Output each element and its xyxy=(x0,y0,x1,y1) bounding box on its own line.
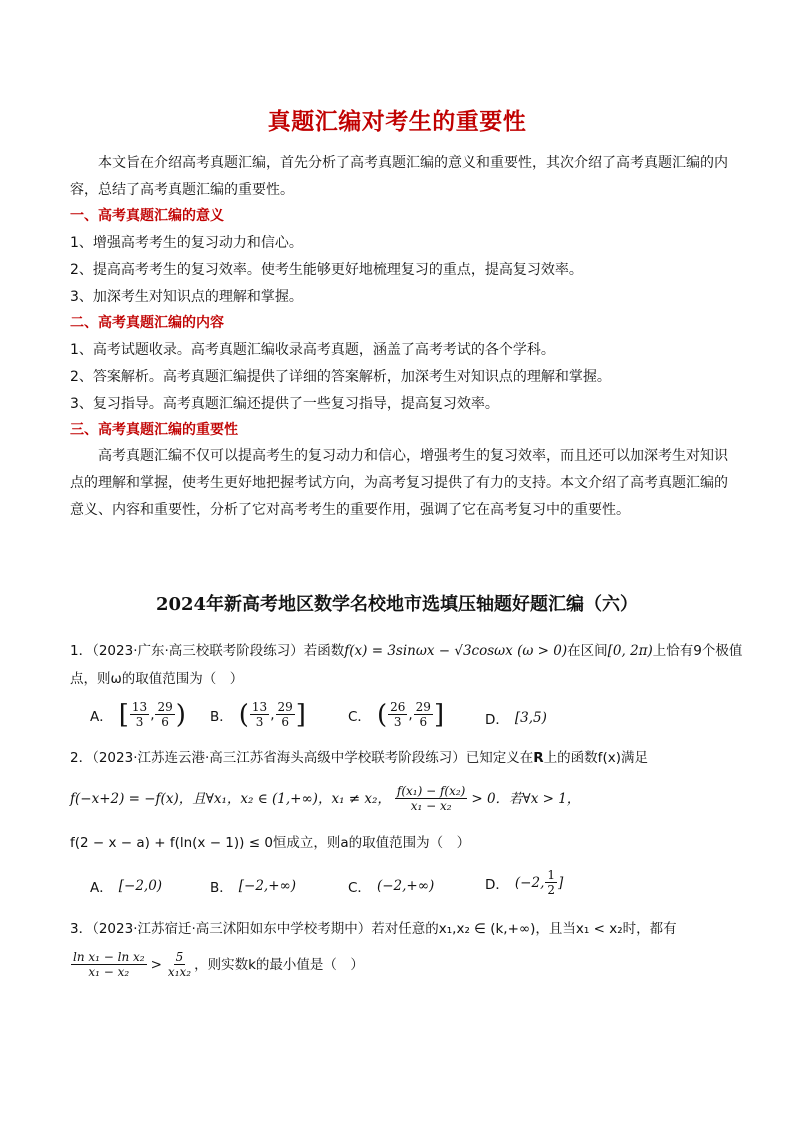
fraction: $\frac{\text{ln x₁ − ln x₂}}{\text{x₁ − x₂}}$ xyxy=(73,950,145,979)
section-1-item-2: 2、提高高考考生的复习效率。使考生能够更好地梳理复习的重点，提高复习效率。 xyxy=(70,262,583,278)
fraction: $\frac{13}{3}$ xyxy=(131,700,148,729)
question-3-line-2: $\frac{\text{ln x₁ − ln x₂}}{\text{x₁ − x₂}}$ > $\frac{5}{\text{x₁x₂}}$ ，则实数k的最小值是（ ） xyxy=(73,950,364,979)
fraction: $\frac{\text{f(x₁) − f(x₂)}}{\text{x₁ − x₂}}$ xyxy=(396,784,466,813)
question-2-line-1: 2．（2023·江苏连云港·高三江苏省海头高级中学校联考阶段练习）已知定义在R上的函数f(x)满足 xyxy=(70,750,648,766)
question-2-line-3: f(2 − x − a) + f(ln(x − 1)) ≤ 0恒成立，则a的取值范围为（ ） xyxy=(70,835,471,851)
section-2-item-1: 1、高考试题收录。高考真题汇编收录高考真题，涵盖了高考考试的各个学科。 xyxy=(70,342,555,358)
section-heading-3: 三、高考真题汇编的重要性 xyxy=(70,422,238,438)
question-1-option-a: A． [ $\frac{13}{3}$ , $\frac{29}{6}$ ) xyxy=(90,699,186,730)
question-2-option-c: C． (−2,+∞) xyxy=(348,878,435,896)
question-2-option-b: B． [−2,+∞) xyxy=(210,878,297,896)
page-title: 真题汇编对考生的重要性 xyxy=(267,109,527,135)
intro-paragraph: 本文旨在介绍高考真题汇编，首先分析了高考真题汇编的意义和重要性，其次介绍了高考真题汇编的内容，总结了高考真题汇编的重要性。 xyxy=(70,155,728,198)
question-2-option-a: A． [−2,0) xyxy=(90,878,163,896)
question-1-option-c: C． ( $\frac{26}{3}$ , $\frac{29}{6}$ ] xyxy=(348,699,445,730)
question-2-option-d: D． (−2, $\frac{1}{2}$ ] xyxy=(485,868,564,897)
question-1-interval: [0, 2π) xyxy=(607,643,653,659)
section-heading-1: 一、高考真题汇编的意义 xyxy=(70,208,224,224)
question-1-lead: 1．（2023·广东·高三校联考阶段练习）若函数 xyxy=(70,643,345,659)
section-heading-2: 二、高考真题汇编的内容 xyxy=(70,315,224,331)
question-1-line-2: 点，则ω的取值范围为（ ） xyxy=(70,671,244,687)
fraction: $\frac{26}{3}$ xyxy=(390,700,406,729)
fraction: $\frac{29}{6}$ xyxy=(157,700,173,729)
section-1-item-3: 3、加深考生对知识点的理解和掌握。 xyxy=(70,289,303,305)
question-1-formula: f(x) = 3sinωx − √3cosωx (ω > 0) xyxy=(344,643,568,659)
question-1-tail: 上恰有9个极值 xyxy=(652,643,743,659)
section-2-item-3: 3、复习指导。高考真题汇编还提供了一些复习指导，提高复习效率。 xyxy=(70,396,499,412)
question-1-option-b: B． ( $\frac{13}{3}$ , $\frac{29}{6}$ ] xyxy=(210,699,306,730)
fraction: $\frac{29}{6}$ xyxy=(277,700,293,729)
question-2-line-2: f(−x+2) = −f(x)，且∀x₁，x₂ ∈ (1,+∞)，x₁ ≠ x₂， $\frac{\text{f(x₁) − f(x₂)}}{\text{x₁ − x₂}}$ > 0．若∀x > 1， xyxy=(70,784,581,813)
question-1-line-1 xyxy=(70,640,742,662)
conclusion-paragraph: 高考真题汇编不仅可以提高考生的复习动力和信心，增强考生的复习效率，而且还可以加深考生对知识点的理解和掌握，使考生更好地把握考试方向，为高考复习提供了有力的支持。本文介绍了高考真题汇编的意义、内容和重要性，分析了它对高考考生的重要作用，强调了它在高考复习中的重要性。 xyxy=(70,448,728,518)
section-1-item-1: 1、增强高考考生的复习动力和信心。 xyxy=(70,235,303,251)
collection-title: 2024年新高考地区数学名校地市选填压轴题好题汇编（六） xyxy=(155,594,639,615)
fraction: $\frac{1}{2}$ xyxy=(547,868,556,897)
fraction: $\frac{29}{6}$ xyxy=(415,700,431,729)
section-2-item-2: 2、答案解析。高考真题汇编提供了详细的答案解析，加深考生对知识点的理解和掌握。 xyxy=(70,369,611,385)
question-1-option-d: D． [3,5) xyxy=(485,710,547,728)
fraction: $\frac{13}{3}$ xyxy=(251,700,268,729)
question-3-line-1: 3．（2023·江苏宿迁·高三沭阳如东中学校考期中）若对任意的x₁,x₂ ∈ (k,+∞)，且当x₁ < x₂时，都有 xyxy=(70,921,677,937)
fraction: $\frac{5}{\text{x₁x₂}}$ xyxy=(167,950,192,979)
question-1-mid: 在区间 xyxy=(567,643,608,659)
